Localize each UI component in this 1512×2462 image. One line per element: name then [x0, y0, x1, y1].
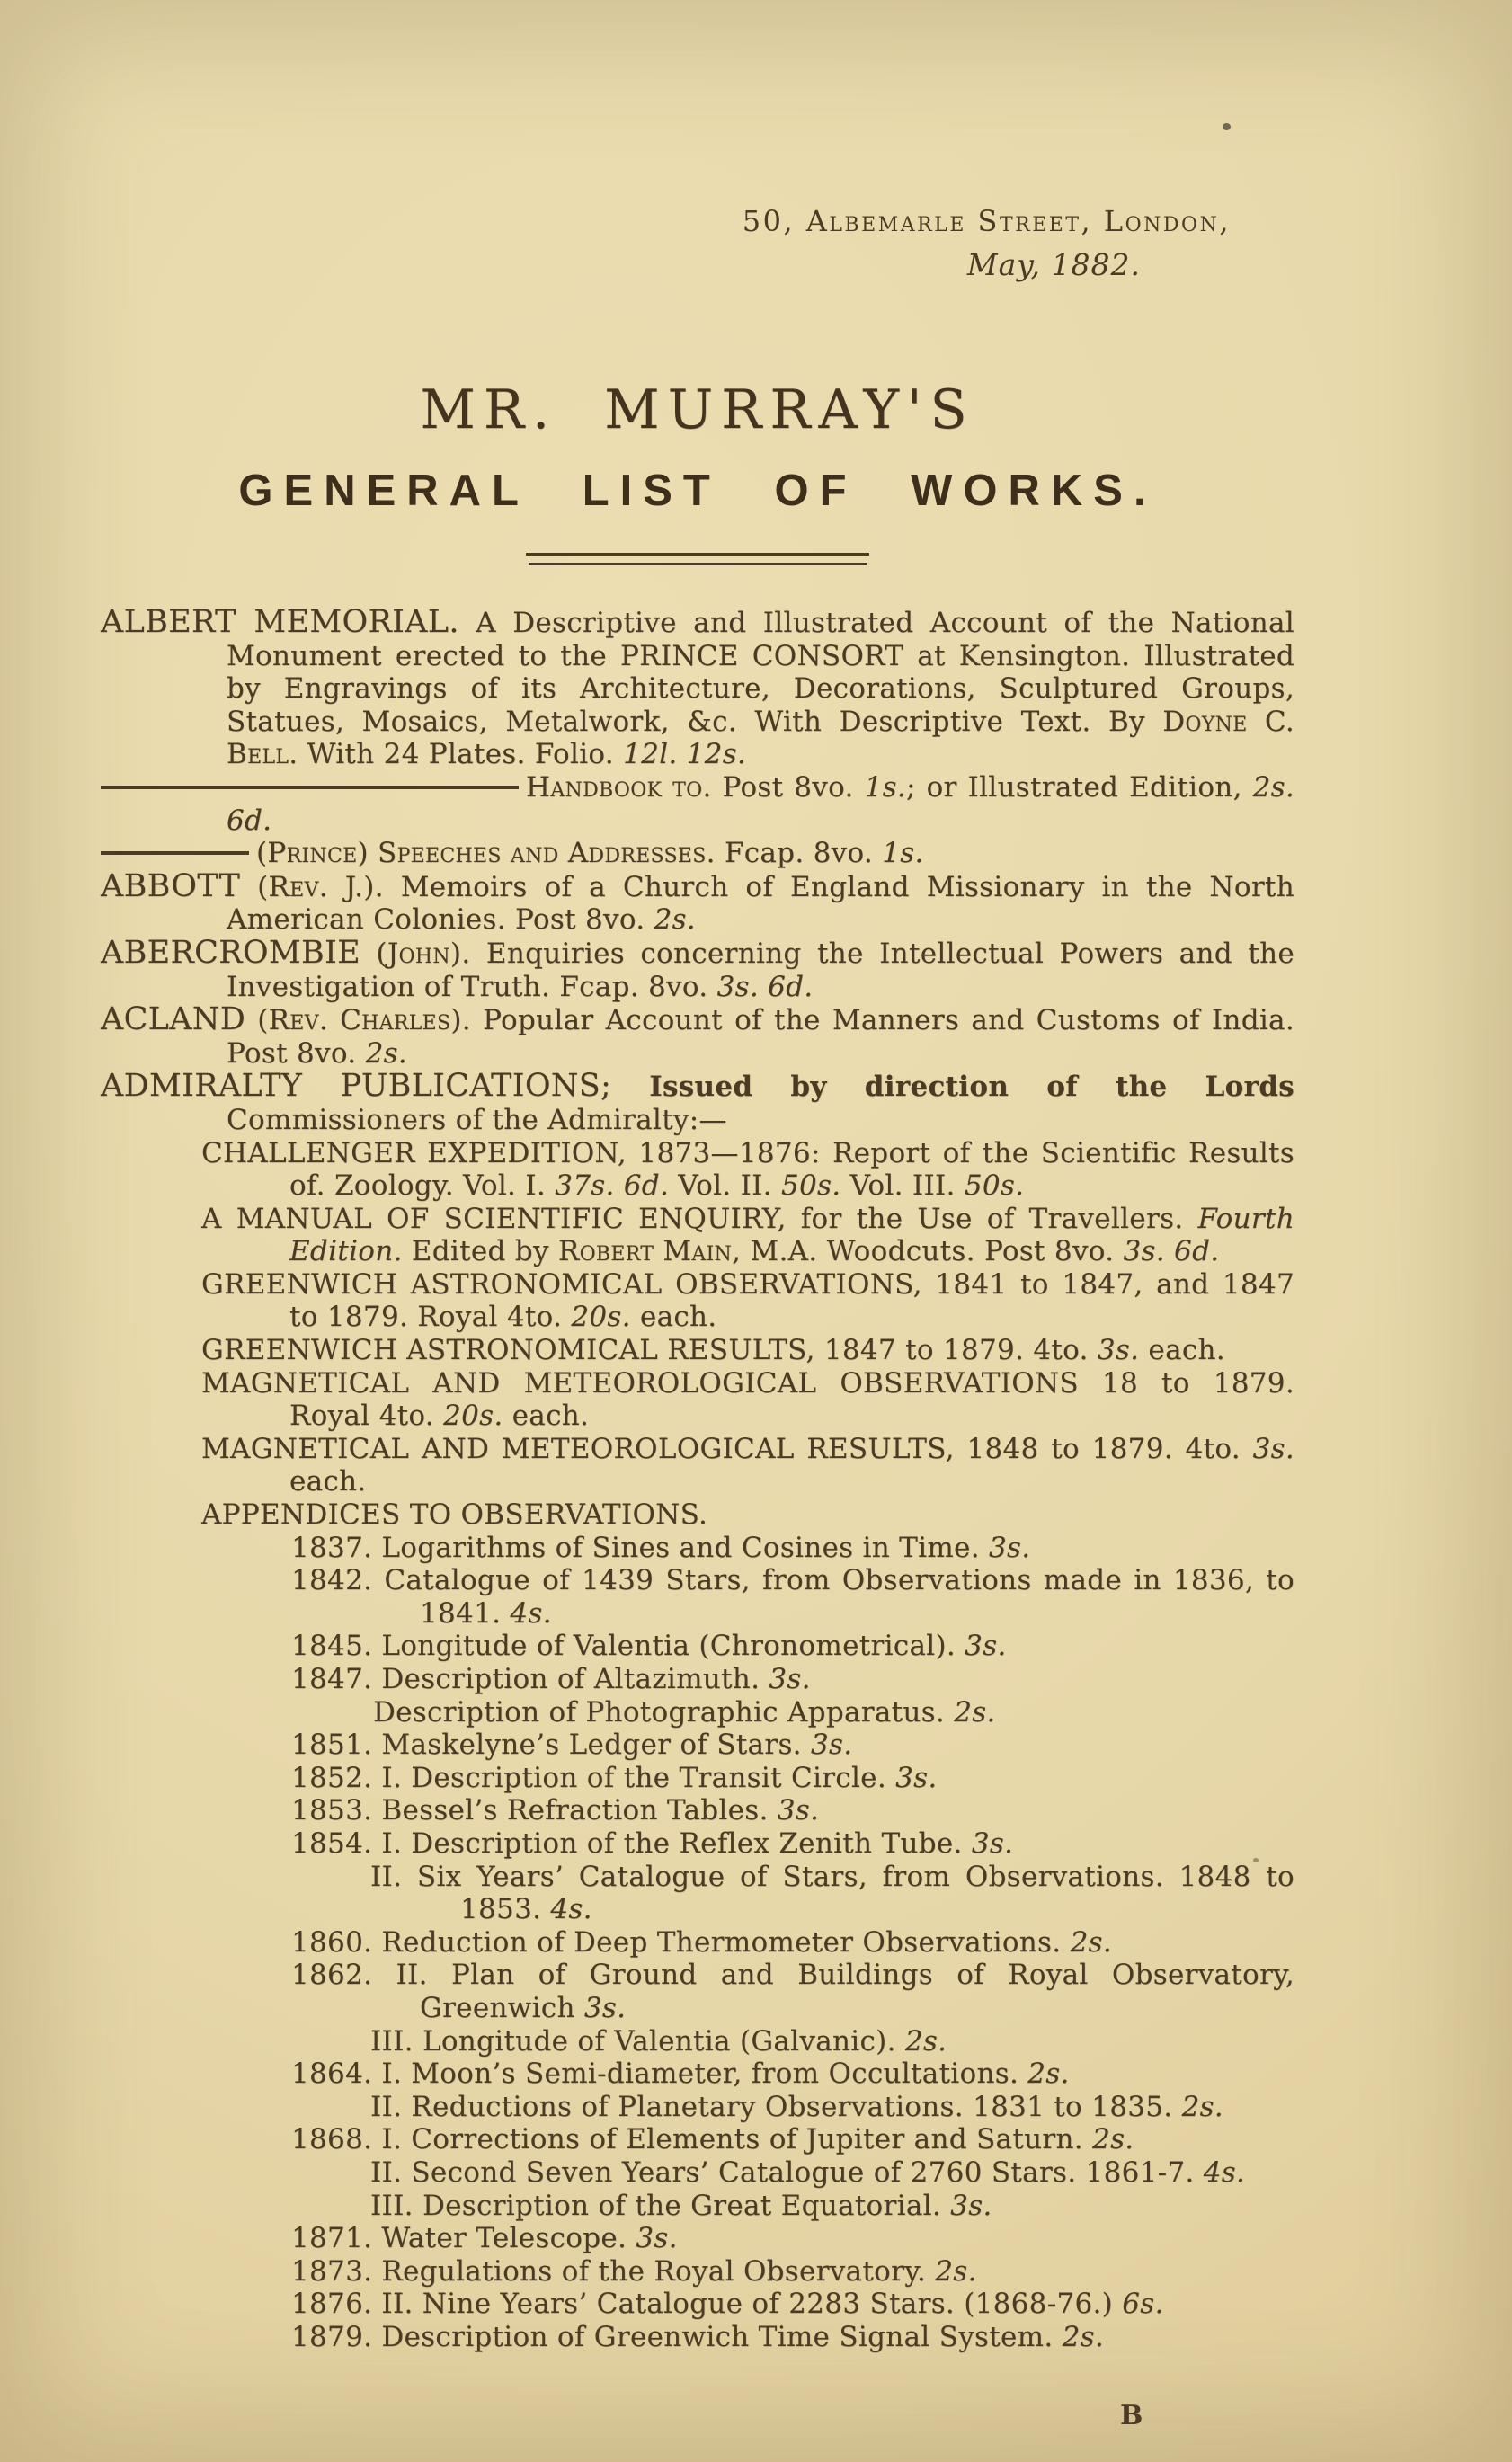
entry-segment: 20s.: [571, 1301, 631, 1334]
entry-segment: John: [387, 937, 450, 970]
catalog-entry: [101, 2321, 1294, 2354]
entry-segment: 1871. Water Telescope.: [291, 2222, 636, 2255]
entry-segment: 3s. 6d.: [1123, 1235, 1220, 1268]
entry-segment: Issued by direction of the Lords: [611, 1071, 1294, 1104]
entry-segment: Description of Photographic Apparatus.: [373, 1695, 955, 1729]
entry-segment: Speeches and Addresses.: [378, 837, 716, 870]
entry-segment: 4s.: [550, 1893, 592, 1926]
entry-segment: 1864. I. Moon’s Semi-diameter, from Occultations.: [291, 2058, 1028, 2091]
entry-segment: ): [357, 837, 378, 870]
entry-segment: GREENWICH ASTRONOMICAL RESULTS, 1847 to 1879. 4to.: [201, 1334, 1098, 1367]
catalog-entry: [101, 1794, 1294, 1827]
ditto-dash-rule: [101, 851, 249, 855]
entry-segment: II. Second Seven Years’ Catalogue of 2760 Stars. 1861-7.: [370, 2155, 1204, 2189]
entry-segment: 1s.: [882, 837, 924, 870]
entry-segment: ACLAND: [101, 1001, 246, 1038]
entry-segment: (: [240, 870, 269, 903]
entry-segment: ). Enquiries concerning the Intellectual Powers and the Investigation of Truth. Fcap. 8vo.: [227, 937, 1294, 1003]
entry-segment: 2s.: [654, 903, 696, 937]
entry-segment: MAGNETICAL AND METEOROLOGICAL OBSERVATIONS 18 to 1879. Royal 4to.: [201, 1366, 1294, 1433]
entry-segment: 20s.: [443, 1400, 503, 1433]
entry-segment: MAGNETICAL AND METEOROLOGICAL RESULTS, 1848 to 1879. 4to.: [201, 1432, 1253, 1465]
entry-segment: 1868. I. Corrections of Elements of Jupiter and Saturn.: [291, 2123, 1093, 2156]
entry-segment: 3s.: [1097, 1334, 1140, 1367]
publication-date: May, 1882.: [966, 247, 1141, 282]
page-title-line2: GENERAL LIST OF WORKS.: [238, 467, 1157, 515]
entry-segment: Handbook to.: [526, 770, 712, 804]
catalog-entry: [101, 2190, 1294, 2223]
entry-segment: 1837. Logarithms of Sines and Cosines in Time.: [291, 1531, 990, 1564]
entry-segment: A MANUAL OF SCIENTIFIC ENQUIRY, for the Use of Travellers.: [201, 1202, 1198, 1235]
catalog-entry: [101, 2025, 1294, 2058]
entry-segment: M.A. Woodcuts. Post 8vo.: [741, 1235, 1124, 1268]
entry-segment: ). Memoirs of a Church of England Missionary in the North American Colonies. Post 8vo.: [227, 870, 1294, 937]
entry-segment: ADMIRALTY PUBLICATIONS;: [101, 1068, 612, 1105]
entry-segment: 2s.: [1062, 2320, 1105, 2353]
scan-speck: [1223, 123, 1231, 130]
catalog-entry: [101, 1003, 1294, 1070]
catalog-entry: [101, 1861, 1294, 1926]
entry-segment: 2s.: [1092, 2123, 1134, 2156]
entry-segment: A Descriptive and Illustrated Account of the National Monument erected to the PRINCE CONSORT at Kensington. Illustrated by Engravings of its Architecture, Decorations, Sculptured Groups, Statues, Mosaics, Metalwork, &c. With Descriptive Text. By: [227, 607, 1294, 738]
entry-segment: Prince: [267, 837, 358, 870]
entry-segment: 1s.: [864, 770, 906, 804]
entry-segment: 3s.: [971, 1827, 1014, 1860]
entry-segment: 3s.: [769, 1663, 811, 1695]
entry-segment: 50s.: [781, 1169, 841, 1203]
catalog-entry: [101, 1268, 1294, 1334]
entry-segment: 3s.: [965, 1630, 1007, 1663]
catalog-entries: [101, 606, 1294, 2353]
entry-segment: 1851. Maskelyne’s Ledger of Stars.: [291, 1729, 811, 1762]
catalog-entry: [101, 2156, 1294, 2190]
catalog-entry: [101, 1663, 1294, 1696]
entry-segment: Vol. III.: [840, 1169, 965, 1203]
entry-segment: 1845. Longitude of Valentia (Chronometrical).: [291, 1630, 965, 1663]
entry-segment: Commissioners of the Admiralty:—: [227, 1103, 727, 1136]
entry-segment: ). Popular Account of the Manners and Customs of India. Post 8vo.: [227, 1004, 1294, 1070]
entry-segment: 37s. 6d.: [555, 1169, 670, 1203]
signature-mark: B: [1120, 2400, 1144, 2431]
entry-segment: 3s.: [950, 2189, 992, 2222]
catalog-entry: [101, 1926, 1294, 1960]
catalog-entry: [101, 1532, 1294, 1565]
entry-segment: II. Six Years’ Catalogue of Stars, from Observations. 1848 to 1853.: [370, 1860, 1294, 1926]
catalog-entry: [101, 1827, 1294, 1861]
entry-segment: 1879. Description of Greenwich Time Signal System.: [291, 2320, 1063, 2353]
entry-segment: 1873. Regulations of the Royal Observatory.: [291, 2254, 936, 2288]
catalog-entry: [101, 2058, 1294, 2091]
entry-segment: II. Reductions of Planetary Observations. 1831 to 1835.: [370, 2090, 1182, 2123]
entry-segment: (: [245, 1004, 269, 1037]
entry-segment: ABBOTT: [101, 867, 241, 904]
catalog-entry: [101, 934, 1294, 1003]
entry-segment: Fcap. 8vo.: [715, 837, 883, 870]
entry-segment: 1853. Bessel’s Refraction Tables.: [291, 1794, 778, 1827]
catalog-entry: [101, 1070, 1294, 1136]
entry-segment: GREENWICH ASTRONOMICAL OBSERVATIONS, 1841 to 1847, and 1847 to 1879. Royal 4to.: [201, 1267, 1294, 1334]
catalog-entry: [101, 1433, 1294, 1498]
title-divider-rule: [101, 553, 1294, 565]
catalog-entry: [101, 2255, 1294, 2289]
entry-segment: Rev. Charles: [268, 1004, 451, 1037]
entry-segment: 3s.: [777, 1794, 820, 1827]
entry-segment: 3s.: [810, 1729, 853, 1762]
entry-segment: 2s.: [1027, 2058, 1070, 2091]
entry-segment: 1852. I. Description of the Transit Circle.: [291, 1761, 896, 1794]
catalog-entry: [101, 1334, 1294, 1367]
catalog-entry: [101, 1959, 1294, 2024]
entry-segment: 1847. Description of Altazimuth.: [291, 1663, 769, 1695]
entry-segment: 2s. 6d.: [227, 770, 1295, 837]
entry-segment: APPENDICES TO OBSERVATIONS.: [201, 1498, 708, 1532]
entry-segment: Robert Main,: [557, 1235, 742, 1268]
catalog-entry: [101, 837, 1294, 870]
page-title-block: [101, 378, 1294, 565]
catalog-entry: [101, 1729, 1294, 1762]
entry-segment: 3s.: [583, 1991, 627, 2024]
catalog-entry: [101, 1630, 1294, 1663]
page-title-line1: MR. MURRAY'S: [420, 378, 975, 441]
catalog-entry: [101, 1762, 1294, 1795]
entry-segment: 3s.: [1252, 1432, 1294, 1465]
entry-segment: 4s.: [1203, 2155, 1246, 2189]
entry-segment: Edited by: [402, 1235, 558, 1268]
entry-segment: ALBERT MEMORIAL.: [101, 604, 459, 640]
entry-segment: 3s.: [989, 1531, 1031, 1564]
entry-segment: III. Description of the Great Equatorial.: [370, 2189, 951, 2222]
catalog-entry: [101, 1564, 1294, 1630]
entry-segment: ; or Illustrated Edition,: [905, 770, 1253, 804]
entry-segment: 1854. I. Description of the Reflex Zenith Tube.: [291, 1827, 972, 1860]
entry-segment: Doyne C. Bell.: [227, 705, 1294, 771]
publisher-address-block: [743, 205, 1231, 281]
entry-segment: 3s. 6d.: [716, 970, 814, 1003]
entry-segment: CHALLENGER EXPEDITION, 1873—1876: Report of the Scientific Results of. Zoology. Vol. I.: [201, 1136, 1294, 1203]
entry-segment: each.: [503, 1400, 590, 1433]
catalog-entry: [101, 1367, 1294, 1433]
entry-segment: each.: [630, 1301, 717, 1334]
catalog-entry: [101, 2091, 1294, 2124]
entry-segment: 3s.: [636, 2222, 678, 2255]
entry-segment: (: [360, 937, 387, 970]
entry-segment: 4s.: [510, 1596, 552, 1630]
entry-segment: Post 8vo.: [711, 770, 865, 804]
entry-segment: 1862. II. Plan of Ground and Buildings of Royal Observatory, Greenwich: [291, 1959, 1294, 2024]
entry-segment: Rev. J.: [268, 870, 364, 903]
catalog-entry: [101, 2222, 1294, 2255]
entry-segment: 2s.: [954, 1695, 996, 1729]
publisher-address: 50, Albemarle Street, London,: [742, 204, 1231, 238]
catalog-entry: [101, 2123, 1294, 2156]
entry-segment: Vol. II.: [669, 1169, 781, 1203]
entry-segment: 2s.: [904, 2024, 947, 2058]
catalog-entry: [101, 606, 1294, 771]
entry-segment: each.: [1139, 1334, 1225, 1367]
entry-segment: III. Longitude of Valentia (Galvanic).: [370, 2024, 905, 2058]
entry-segment: 2s.: [365, 1036, 407, 1070]
entry-segment: 12l. 12s.: [623, 738, 747, 771]
catalog-entry: [101, 867, 1294, 937]
entry-segment: 1876. II. Nine Years’ Catalogue of 2283 Stars. (1868-76.): [291, 2288, 1123, 2321]
entry-segment: Fourth Edition.: [289, 1202, 1294, 1268]
catalog-entry: [101, 2288, 1294, 2321]
entry-segment: 2s.: [1181, 2090, 1223, 2123]
catalog-entry: [101, 771, 1294, 837]
entry-segment: 6s.: [1122, 2288, 1164, 2321]
entry-segment: each.: [289, 1465, 367, 1498]
catalog-entry: [101, 1498, 1294, 1532]
entry-segment: 3s.: [895, 1761, 938, 1794]
entry-segment: (: [256, 837, 268, 870]
catalog-entry: [101, 1137, 1294, 1203]
entry-segment: ABERCROMBIE: [101, 934, 360, 971]
entry-segment: With 24 Plates. Folio.: [298, 738, 624, 771]
entry-segment: 2s.: [935, 2254, 977, 2288]
catalog-entry: [101, 1203, 1294, 1268]
catalog-entry: [101, 1696, 1294, 1729]
entry-segment: 1842. Catalogue of 1439 Stars, from Observations made in 1836, to 1841.: [291, 1564, 1294, 1630]
ditto-dash-rule: [101, 786, 519, 789]
entry-segment: 50s.: [964, 1169, 1025, 1203]
entry-segment: 2s.: [1070, 1925, 1112, 1959]
entry-segment: 1860. Reduction of Deep Thermometer Observations.: [291, 1925, 1071, 1959]
